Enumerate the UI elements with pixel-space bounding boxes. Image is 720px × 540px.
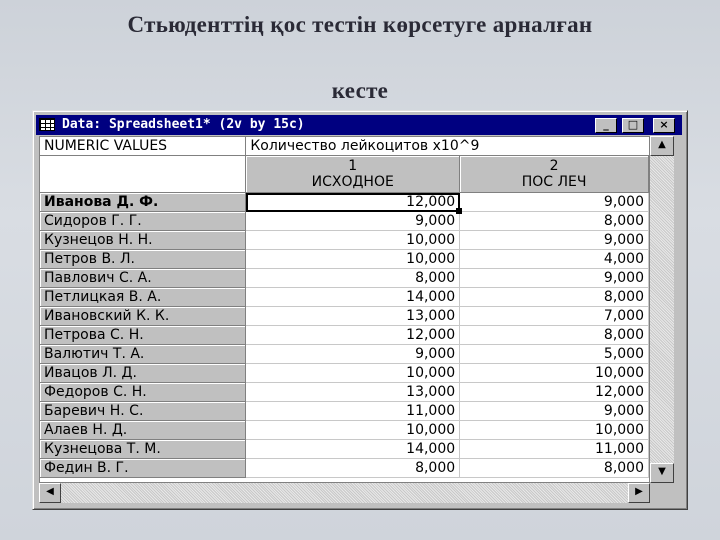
spreadsheet-window <box>32 110 688 510</box>
table-row[interactable] <box>40 288 649 307</box>
row-header-name[interactable]: Алаев Н. Д. <box>40 421 246 440</box>
minimize-icon: _ <box>603 118 609 131</box>
row-header-name[interactable]: Ивацов Л. Д. <box>40 364 246 383</box>
minimize-button[interactable] <box>595 118 617 133</box>
cell-initial-value[interactable]: 8,000 <box>246 459 460 478</box>
scroll-down-button[interactable] <box>650 463 674 483</box>
table-row[interactable] <box>40 345 649 364</box>
slide-title-line2: кесте <box>331 78 389 103</box>
window-title: Data: Spreadsheet1* (2v by 15c) <box>62 117 305 132</box>
slide-title-line1: Стьюденттің қос тестін көрсетуге арналған <box>127 12 593 37</box>
cell-initial-value[interactable]: 13,000 <box>246 383 460 402</box>
cell-post-treatment-value[interactable]: 9,000 <box>460 231 649 250</box>
arrow-down-icon: ▼ <box>658 466 666 477</box>
row-header-name[interactable]: Ивановский К. К. <box>40 307 246 326</box>
cell-initial-value[interactable]: 11,000 <box>246 402 460 421</box>
cell-initial-value[interactable]: 10,000 <box>246 250 460 269</box>
cell-post-treatment-value[interactable]: 8,000 <box>460 326 649 345</box>
cell-initial-value[interactable]: 8,000 <box>246 269 460 288</box>
table-row[interactable] <box>40 269 649 288</box>
row-header-name[interactable]: Валютич Т. А. <box>40 345 246 364</box>
table-row[interactable] <box>40 231 649 250</box>
row-header-name[interactable]: Петлицкая В. А. <box>40 288 246 307</box>
cell-post-treatment-value[interactable]: 8,000 <box>460 288 649 307</box>
cell-initial-value[interactable]: 9,000 <box>246 212 460 231</box>
maximize-icon: □ <box>627 118 639 131</box>
fill-handle[interactable] <box>456 208 462 214</box>
row-header-name[interactable]: Баревич Н. С. <box>40 402 246 421</box>
maximize-button[interactable] <box>622 118 644 133</box>
table-row[interactable] <box>40 212 649 231</box>
table-row[interactable] <box>40 307 649 326</box>
table-row[interactable] <box>40 383 649 402</box>
header-corner-cell <box>40 156 246 193</box>
scrollbar-corner <box>650 483 674 503</box>
table-row[interactable] <box>40 459 649 478</box>
cell-post-treatment-value[interactable]: 9,000 <box>460 193 649 212</box>
table-row[interactable] <box>40 193 649 212</box>
cell-post-treatment-value[interactable]: 10,000 <box>460 421 649 440</box>
cell-post-treatment-value[interactable]: 8,000 <box>460 459 649 478</box>
column-number: 1 <box>348 158 358 174</box>
arrow-left-icon: ◀ <box>46 486 54 497</box>
cell-initial-value[interactable]: 14,000 <box>246 440 460 459</box>
row-header-name[interactable]: Павлович С. А. <box>40 269 246 288</box>
table-row[interactable] <box>40 250 649 269</box>
cell-post-treatment-value[interactable]: 5,000 <box>460 345 649 364</box>
horizontal-scrollbar[interactable] <box>39 483 650 503</box>
cell-post-treatment-value[interactable]: 9,000 <box>460 269 649 288</box>
cell-initial-value[interactable]: 13,000 <box>246 307 460 326</box>
cell-post-treatment-value[interactable]: 9,000 <box>460 402 649 421</box>
arrow-up-icon: ▲ <box>658 139 666 150</box>
table-row[interactable] <box>40 326 649 345</box>
column-header-1[interactable] <box>246 156 460 193</box>
variable-description[interactable]: Количество лейкоцитов х10^9 <box>246 137 649 156</box>
column-number: 2 <box>549 158 559 174</box>
row-header-name[interactable]: Федоров С. Н. <box>40 383 246 402</box>
row-header-name[interactable]: Кузнецов Н. Н. <box>40 231 246 250</box>
cell-post-treatment-value[interactable]: 4,000 <box>460 250 649 269</box>
cell-initial-value[interactable]: 9,000 <box>246 345 460 364</box>
window-titlebar[interactable] <box>36 115 682 135</box>
cell-initial-value[interactable]: 14,000 <box>246 288 460 307</box>
arrow-right-icon: ▶ <box>635 486 643 497</box>
table-row[interactable] <box>40 364 649 383</box>
cell-post-treatment-value[interactable]: 12,000 <box>460 383 649 402</box>
row-header-name[interactable]: Федин В. Г. <box>40 459 246 478</box>
column-name: ПОС ЛЕЧ <box>521 174 587 190</box>
cell-initial-value[interactable]: 12,000 <box>246 193 460 212</box>
scroll-right-button[interactable] <box>628 483 650 503</box>
scroll-up-button[interactable] <box>650 136 674 156</box>
row-header-name[interactable]: Петров В. Л. <box>40 250 246 269</box>
column-name: ИСХОДНОЕ <box>311 174 394 190</box>
table-row[interactable] <box>40 440 649 459</box>
data-table <box>40 137 649 478</box>
spreadsheet-grid <box>39 136 650 483</box>
table-row[interactable] <box>40 421 649 440</box>
cell-initial-value[interactable]: 10,000 <box>246 421 460 440</box>
cell-post-treatment-value[interactable]: 8,000 <box>460 212 649 231</box>
close-icon: × <box>659 118 669 131</box>
row-header-name[interactable]: Иванова Д. Ф. <box>40 193 246 212</box>
close-button[interactable] <box>653 118 675 133</box>
cell-post-treatment-value[interactable]: 7,000 <box>460 307 649 326</box>
row-header-name[interactable]: Петрова С. Н. <box>40 326 246 345</box>
row-header-name[interactable]: Сидоров Г. Г. <box>40 212 246 231</box>
cell-initial-value[interactable]: 12,000 <box>246 326 460 345</box>
vertical-scrollbar[interactable] <box>650 136 674 483</box>
spreadsheet-app-icon[interactable] <box>39 118 55 131</box>
cell-post-treatment-value[interactable]: 10,000 <box>460 364 649 383</box>
scroll-left-button[interactable] <box>39 483 61 503</box>
cell-initial-value[interactable]: 10,000 <box>246 231 460 250</box>
cell-initial-value[interactable]: 10,000 <box>246 364 460 383</box>
row-header-name[interactable]: Кузнецова Т. М. <box>40 440 246 459</box>
table-row[interactable] <box>40 402 649 421</box>
column-header-2[interactable] <box>460 156 649 193</box>
numeric-values-label: NUMERIC VALUES <box>40 137 246 156</box>
cell-post-treatment-value[interactable]: 11,000 <box>460 440 649 459</box>
